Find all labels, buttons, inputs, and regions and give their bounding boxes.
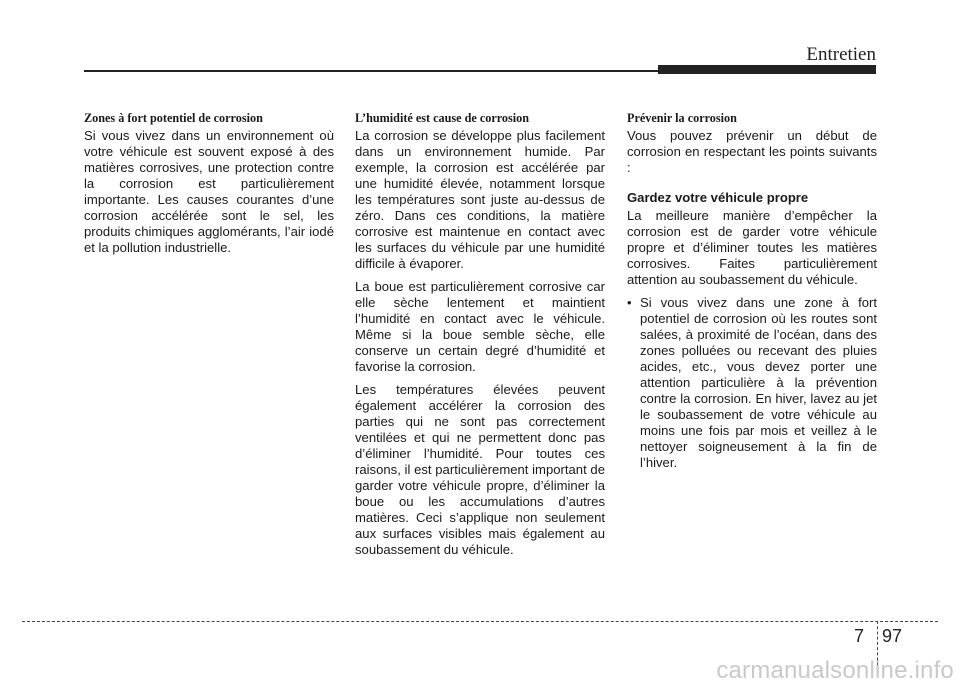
paragraph: Si vous vivez dans un environnement où votre véhicule est souvent exposé à des matières corrosives, une protection contre la corrosion est particulièrement importante. Les causes courantes d’une corrosion accélérée sont le sel, les produits chimiques agglomérants, l’air iodé et la pollution industrielle.	[84, 128, 334, 255]
subsection-heading: Gardez votre véhicule propre	[627, 190, 809, 205]
page-number: 97	[882, 626, 903, 646]
paragraph: La corrosion se développe plus facilement dans un environnement humide. Par exemple, la corrosion est accélérée par une humidité élevée, notamment lorsque les températures sont juste au-dessus de zéro. Dans ces conditions, la matière corrosive est maintenue en contact avec les surfaces du véhicule par une humidité difficile à évaporer.	[355, 128, 605, 271]
paragraph: La boue est particulièrement corrosive car elle sèche lentement et maintient l’humidité en contact avec le véhicule. Même si la boue semble sèche, elle conserve un certain degré d’humidité et favorise la corrosion.	[355, 279, 605, 374]
section-heading: L’humidité est cause de corrosion	[355, 111, 530, 125]
footer-dashed-rule	[22, 621, 938, 622]
watermark: carmanualsonline.info	[716, 657, 954, 684]
bullet-icon: •	[627, 295, 632, 310]
paragraph: La meilleure manière d’empêcher la corrosion est de garder votre véhicule propre et d’éliminer toutes les matières corrosives. Faites particulièrement attention au soubassement du véhicule.	[627, 208, 877, 287]
section-heading: Prévenir la corrosion	[627, 111, 737, 125]
section-heading: Zones à fort potentiel de corrosion	[84, 111, 263, 125]
column-corrosion-zones	[84, 110, 334, 263]
list-item-text: Si vous vivez dans une zone à fort potentiel de corrosion où les routes sont salées, à proximité de l’océan, dans des zones polluées ou recevant des pluies acides, etc., vous devez porter une attention particulière à la prévention contre la corrosion. En hiver, lavez au jet le soubassement de votre véhicule au moins une fois par mois et veillez à le nettoyer soigneusement à la fin de l’hiver.	[640, 295, 877, 470]
list-item	[627, 295, 877, 471]
column-humidity	[355, 110, 605, 565]
header-rule-thick	[658, 65, 876, 74]
bullet-list	[627, 295, 877, 471]
header-rule-thin	[84, 70, 662, 72]
paragraph: Vous pouvez prévenir un début de corrosion en respectant les points suivants :	[627, 128, 877, 175]
paragraph: Les températures élevées peuvent également accélérer la corrosion des parties qui ne sont pas correctement ventilées et qui ne permettent donc pas d’éliminer l’humidité. Pour toutes ces raisons, il est particulièrement important de garder votre véhicule propre, d’éliminer la boue ou les accumulations d’autres matières. Ceci s’applique non seulement aux surfaces visibles mais également au soubassement du véhicule.	[355, 382, 605, 557]
column-prevention	[627, 110, 877, 471]
chapter-title: Entretien	[806, 44, 876, 65]
chapter-number: 7	[854, 626, 865, 646]
